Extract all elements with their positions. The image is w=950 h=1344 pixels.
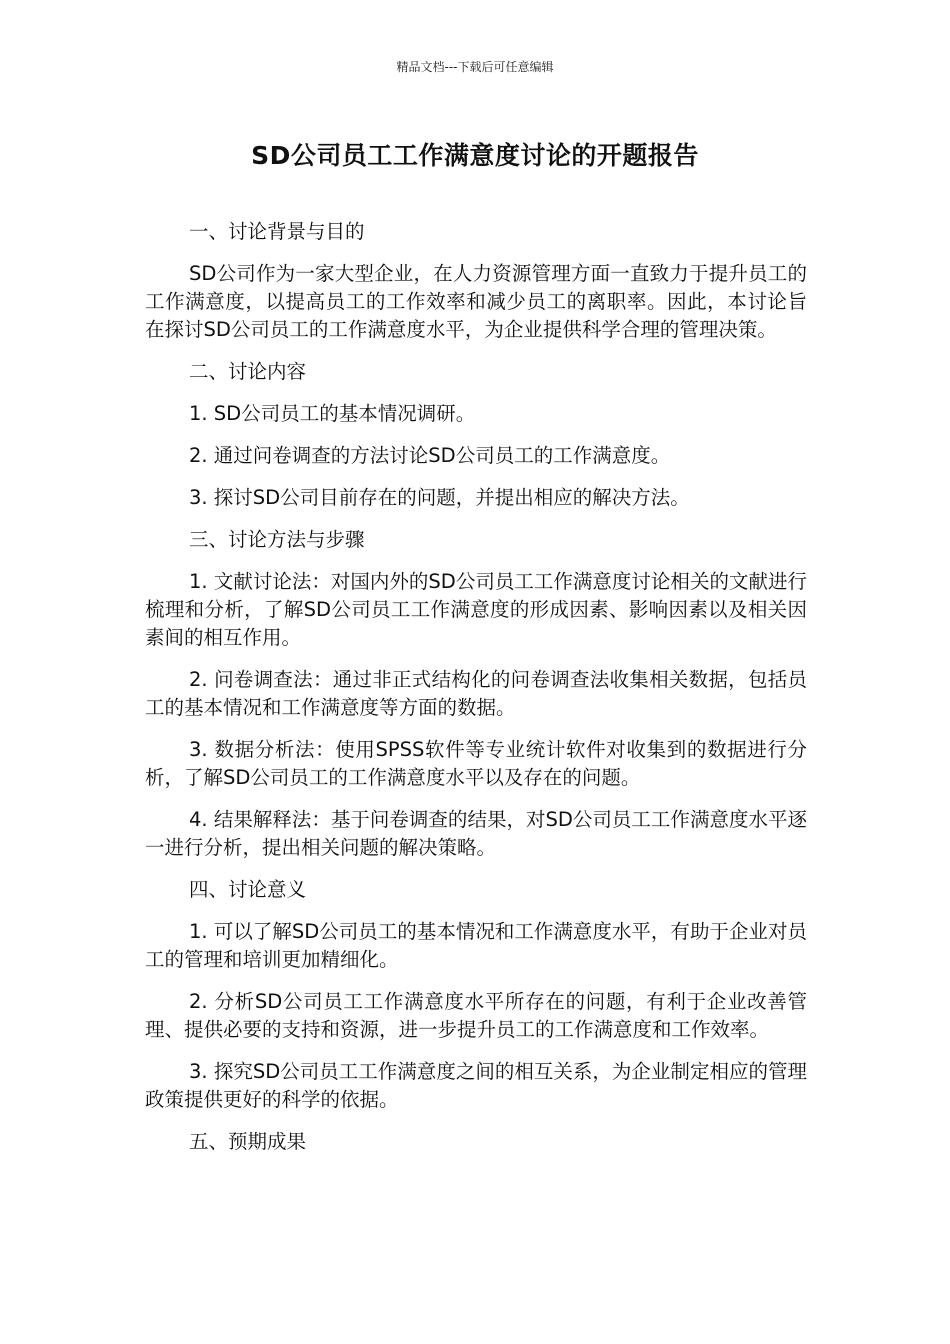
section-heading-4: 四、讨论意义 <box>189 878 307 901</box>
list-item: 1. 可以了解SD公司员工的基本情况和工作满意度水平，有助于企业对员工的管理和培训更加精细化。 <box>145 920 807 971</box>
list-item: 3. 探究SD公司员工工作满意度之间的相互关系，为企业制定相应的管理政策提供更好的科学的依据。 <box>145 1060 807 1111</box>
document-title: SD公司员工工作满意度讨论的开题报告 <box>251 141 699 170</box>
section-heading-2: 二、讨论内容 <box>189 360 307 383</box>
list-item: 2. 问卷调查法：通过非正式结构化的问卷调查法收集相关数据，包括员工的基本情况和工作满意度等方面的数据。 <box>145 668 807 719</box>
list-item: 2. 通过问卷调查的方法讨论SD公司员工的工作满意度。 <box>189 444 671 467</box>
list-item: 1. SD公司员工的基本情况调研。 <box>189 402 476 425</box>
section-heading-3: 三、讨论方法与步骤 <box>189 528 365 551</box>
list-item: 4. 结果解释法：基于问卷调查的结果，对SD公司员工工作满意度水平逐一进行分析，提出相关问题的解决策略。 <box>145 808 807 859</box>
list-item: 3. 数据分析法：使用SPSS软件等专业统计软件对收集到的数据进行分析，了解SD公司员工的工作满意度水平以及存在的问题。 <box>145 738 807 789</box>
page-header: 精品文档---下载后可任意编辑 <box>396 60 554 74</box>
list-item: 2. 分析SD公司员工工作满意度水平所存在的问题，有利于企业改善管理、提供必要的支持和资源，进一步提升员工的工作满意度和工作效率。 <box>145 990 807 1041</box>
list-item: 3. 探讨SD公司目前存在的问题，并提出相应的解决方法。 <box>189 486 690 509</box>
paragraph: SD公司作为一家大型企业，在人力资源管理方面一直致力于提升员工的工作满意度，以提高员工的工作效率和减少员工的离职率。因此，本讨论旨在探讨SD公司员工的工作满意度水平，为企业提供科学合理的管理决策。 <box>145 262 807 341</box>
list-item: 1. 文献讨论法：对国内外的SD公司员工工作满意度讨论相关的文献进行梳理和分析，了解SD公司员工工作满意度的形成因素、影响因素以及相关因素间的相互作用。 <box>145 570 807 649</box>
document-body <box>145 218 807 1170</box>
section-heading-1: 一、讨论背景与目的 <box>189 220 365 243</box>
section-heading-5: 五、预期成果 <box>189 1130 307 1153</box>
